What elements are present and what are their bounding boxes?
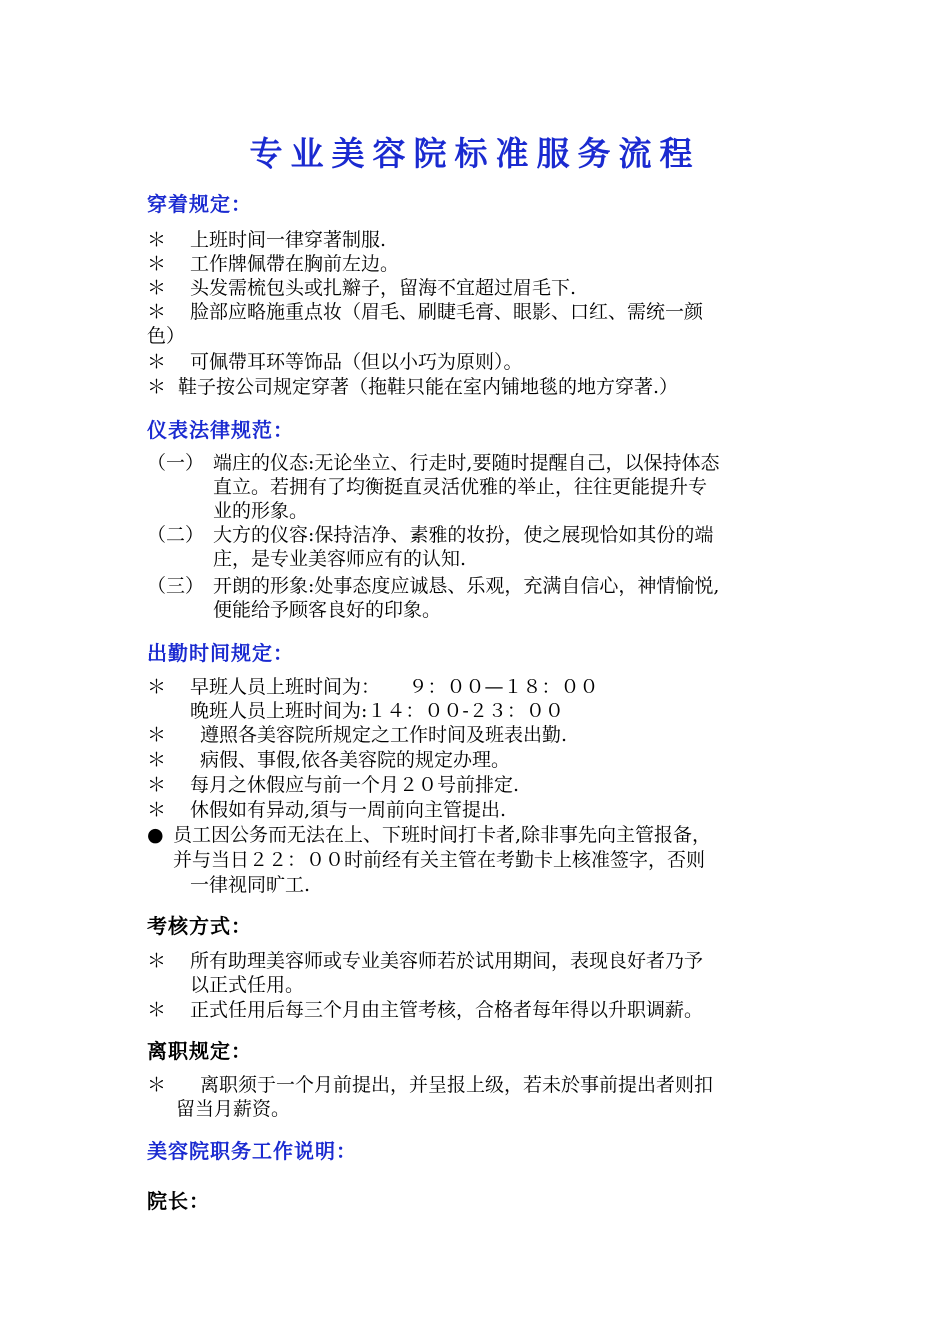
bullet-icon: ＊	[147, 253, 167, 275]
section-heading-manners: 仪表法律规范：	[147, 418, 294, 442]
bullet-icon: ＊	[147, 676, 167, 698]
manners-item-number: （三）	[147, 575, 205, 597]
bullet-icon: ＊	[147, 277, 167, 299]
bullet-icon: ＊	[147, 724, 167, 746]
resign-line: 留当月薪资。	[176, 1098, 291, 1120]
dress-item-continued: 色）	[147, 325, 186, 347]
attendance-line: 晚班人员上班时间为:１４：００-２３：００	[190, 700, 564, 722]
manners-item-line: 直立。若拥有了均衡挺直灵活优雅的举止，往往更能提升专	[213, 476, 708, 498]
bullet-icon: ＊	[147, 1074, 167, 1096]
section-heading-resign: 离职规定：	[147, 1039, 252, 1063]
attendance-line: 遵照各美容院所规定之工作时间及班表出勤.	[200, 724, 568, 746]
dress-item: 脸部应略施重点妆（眉毛、刷睫毛膏、眼影、口红、需统一颜	[190, 301, 704, 323]
section-heading-dress: 穿着规定：	[147, 192, 252, 216]
manners-item-line: 大方的仪容:保持洁净、素雅的妆扮，使之展现恰如其份的端	[213, 524, 714, 546]
manners-item-line: 业的形象。	[213, 500, 309, 522]
dress-item: 上班时间一律穿著制服.	[190, 229, 387, 251]
attendance-line: 休假如有异动,須与一周前向主管提出.	[190, 799, 507, 821]
section-heading-duties: 美容院职务工作说明：	[147, 1139, 357, 1163]
attendance-line: 病假、事假,依各美容院的规定办理。	[200, 749, 511, 771]
resign-line: 离职须于一个月前提出，并呈报上级，若未於事前提出者则扣	[200, 1074, 714, 1096]
manners-item-number: （一）	[147, 452, 205, 474]
manners-item-line: 便能给予顾客良好的印象。	[213, 599, 442, 621]
attendance-line: 并与当日２２：００时前经有关主管在考勤卡上核准签字，否则	[173, 849, 706, 871]
bullet-icon: ＊	[147, 301, 167, 323]
section-heading-director: 院长：	[147, 1189, 210, 1213]
bullet-icon: ＊	[147, 749, 167, 771]
dot-bullet-icon: ●	[147, 824, 164, 846]
attendance-line: 每月之休假应与前一个月２０号前排定.	[190, 774, 520, 796]
manners-item-line: 庄，是专业美容师应有的认知.	[213, 548, 467, 570]
bullet-icon: ＊	[147, 229, 167, 251]
bullet-icon: ＊	[147, 774, 167, 796]
attendance-line: 员工因公务而无法在上、下班时间打卡者,除非事先向主管报备，	[173, 824, 712, 846]
dress-item: 可佩帶耳环等饰品（但以小巧为原则）。	[190, 351, 523, 373]
manners-item-line: 端庄的仪态:无论坐立、行走时,要随时提醒自己，以保持体态	[213, 452, 720, 474]
dress-item: 工作牌佩帶在胸前左边。	[190, 253, 400, 275]
section-heading-assessment: 考核方式：	[147, 914, 252, 938]
assessment-line: 以正式任用。	[190, 974, 305, 996]
assessment-line: 正式任用后每三个月由主管考核，合格者每年得以升职调薪。	[190, 999, 704, 1021]
bullet-icon: ＊	[147, 999, 167, 1021]
manners-item-line: 开朗的形象:处事态度应诚恳、乐观，充满自信心，神情愉悦,	[213, 575, 720, 597]
assessment-line: 所有助理美容师或专业美容师若於试用期间，表现良好者乃予	[190, 950, 704, 972]
manners-item-number: （二）	[147, 524, 205, 546]
dress-item: 头发需梳包头或扎辮子，留海不宜超过眉毛下.	[190, 277, 577, 299]
page-title: 专业美容院标准服务流程	[249, 134, 701, 173]
section-heading-attendance: 出勤时间规定：	[147, 641, 294, 665]
bullet-icon: ＊	[147, 799, 167, 821]
attendance-line: 早班人员上班时间为： ９：００—１８：００	[190, 676, 599, 698]
bullet-icon: ＊	[147, 950, 167, 972]
attendance-line: 一律视同旷工.	[190, 874, 311, 896]
bullet-icon: ＊	[147, 351, 167, 373]
bullet-icon: ＊	[147, 376, 167, 398]
dress-item: 鞋子按公司规定穿著（拖鞋只能在室内铺地毯的地方穿著.）	[178, 376, 679, 398]
